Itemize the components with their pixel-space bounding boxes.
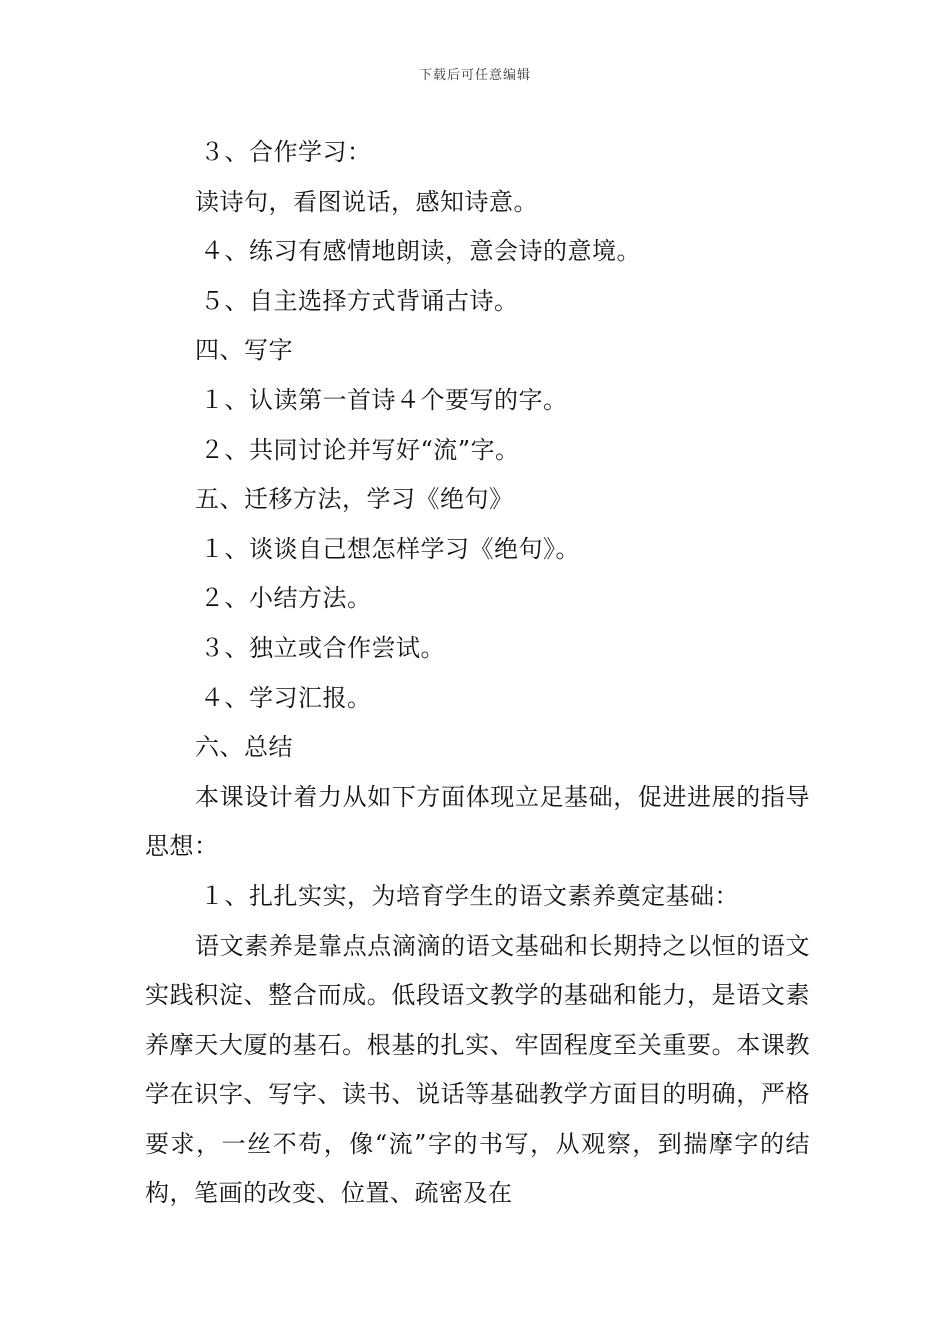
text-line: １、扎扎实实，为培育学生的语文素养奠定基础： [200,881,739,910]
text-line: ５、自主选择方式背诵古诗。 [200,286,519,315]
section-heading: 五、迁移方法，学习《绝句》 [195,485,514,514]
text-line: 读诗句，看图说话，感知诗意。 [195,187,538,216]
text-line: ２、小结方法。 [200,584,372,613]
text-line: ４、学习汇报。 [200,683,372,712]
paragraph: 本课设计着力从如下方面体现立足基础，促进进展的指导思想： [145,782,810,861]
text-line: ３、合作学习： [200,138,372,166]
text-line: １、谈谈自己想怎样学习《绝句》。 [200,534,580,563]
document-body [145,128,810,1219]
text-line: ２、共同讨论并写好“流”字。 [200,435,520,464]
section-heading: 六、总结 [195,733,293,762]
header-note: 下载后可任意编辑 [418,68,531,83]
paragraph: 语文素养是靠点点滴滴的语文基础和长期持之以恒的语文实践积淀、整合而成。低段语文教学的基础和能力，是语文素养摩天大厦的基石。根基的扎实、牢固程度至关重要。本课教学在识字、写字、读书、说话等基础教学方面目的明确，严格要求，一丝不苟，像“流”字的书写，从观察，到揣摩字的结构，笔画的改变、位置、疏密及在 [145,931,810,1208]
text-line: ４、练习有感情地朗读，意会诗的意境。 [200,237,641,266]
text-line: ３、独立或合作尝试。 [200,633,445,662]
section-heading: 四、写字 [195,336,293,365]
text-line: １、认读第一首诗４个要写的字。 [200,385,568,414]
